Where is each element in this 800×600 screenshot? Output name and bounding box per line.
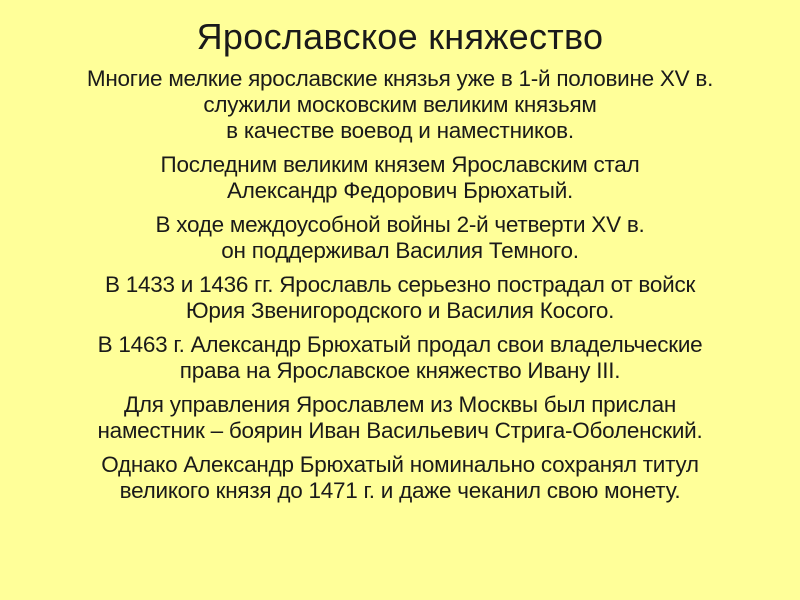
paragraph-line: Юрия Звенигородского и Василия Косого. [185, 298, 615, 323]
paragraph-governor [0, 392, 800, 444]
paragraph-line: В 1433 и 1436 гг. Ярославль серьезно пострадал от войск [104, 272, 696, 297]
paragraph-vassal-princes [0, 66, 800, 144]
paragraph-yaroslavl-damage [0, 272, 800, 324]
paragraph-line: Последним великим князем Ярославским стал [160, 152, 640, 177]
paragraph-last-grand-prince [0, 152, 800, 204]
paragraph-line: служили московским великим князьям [203, 92, 597, 117]
paragraph-line: Для управления Ярославлем из Москвы был прислан [123, 392, 677, 417]
paragraph-line: права на Ярославское княжество Ивану III. [179, 358, 621, 383]
slide-body [0, 66, 800, 504]
paragraph-line: наместник – боярин Иван Васильевич Стрига-Оболенский. [97, 418, 703, 443]
paragraph-civil-war [0, 212, 800, 264]
paragraph-line: В ходе междоусобной войны 2-й четверти XV в. [155, 212, 645, 237]
slide-title: Ярославское княжество [196, 16, 604, 57]
paragraph-line: в качестве воевод и наместников. [226, 118, 574, 143]
paragraph-line: Александр Федорович Брюхатый. [226, 178, 574, 203]
paragraph-line: Многие мелкие ярославские князья уже в 1-й половине XV в. [86, 66, 714, 91]
paragraph-line: великого князя до 1471 г. и даже чеканил свою монету. [119, 478, 681, 503]
paragraph-line: Однако Александр Брюхатый номинально сохранял титул [101, 452, 699, 477]
paragraph-nominal-title [0, 452, 800, 504]
paragraph-sale-of-rights [0, 332, 800, 384]
paragraph-line: В 1463 г. Александр Брюхатый продал свои владельческие [97, 332, 703, 357]
paragraph-line: он поддерживал Василия Темного. [221, 238, 579, 263]
